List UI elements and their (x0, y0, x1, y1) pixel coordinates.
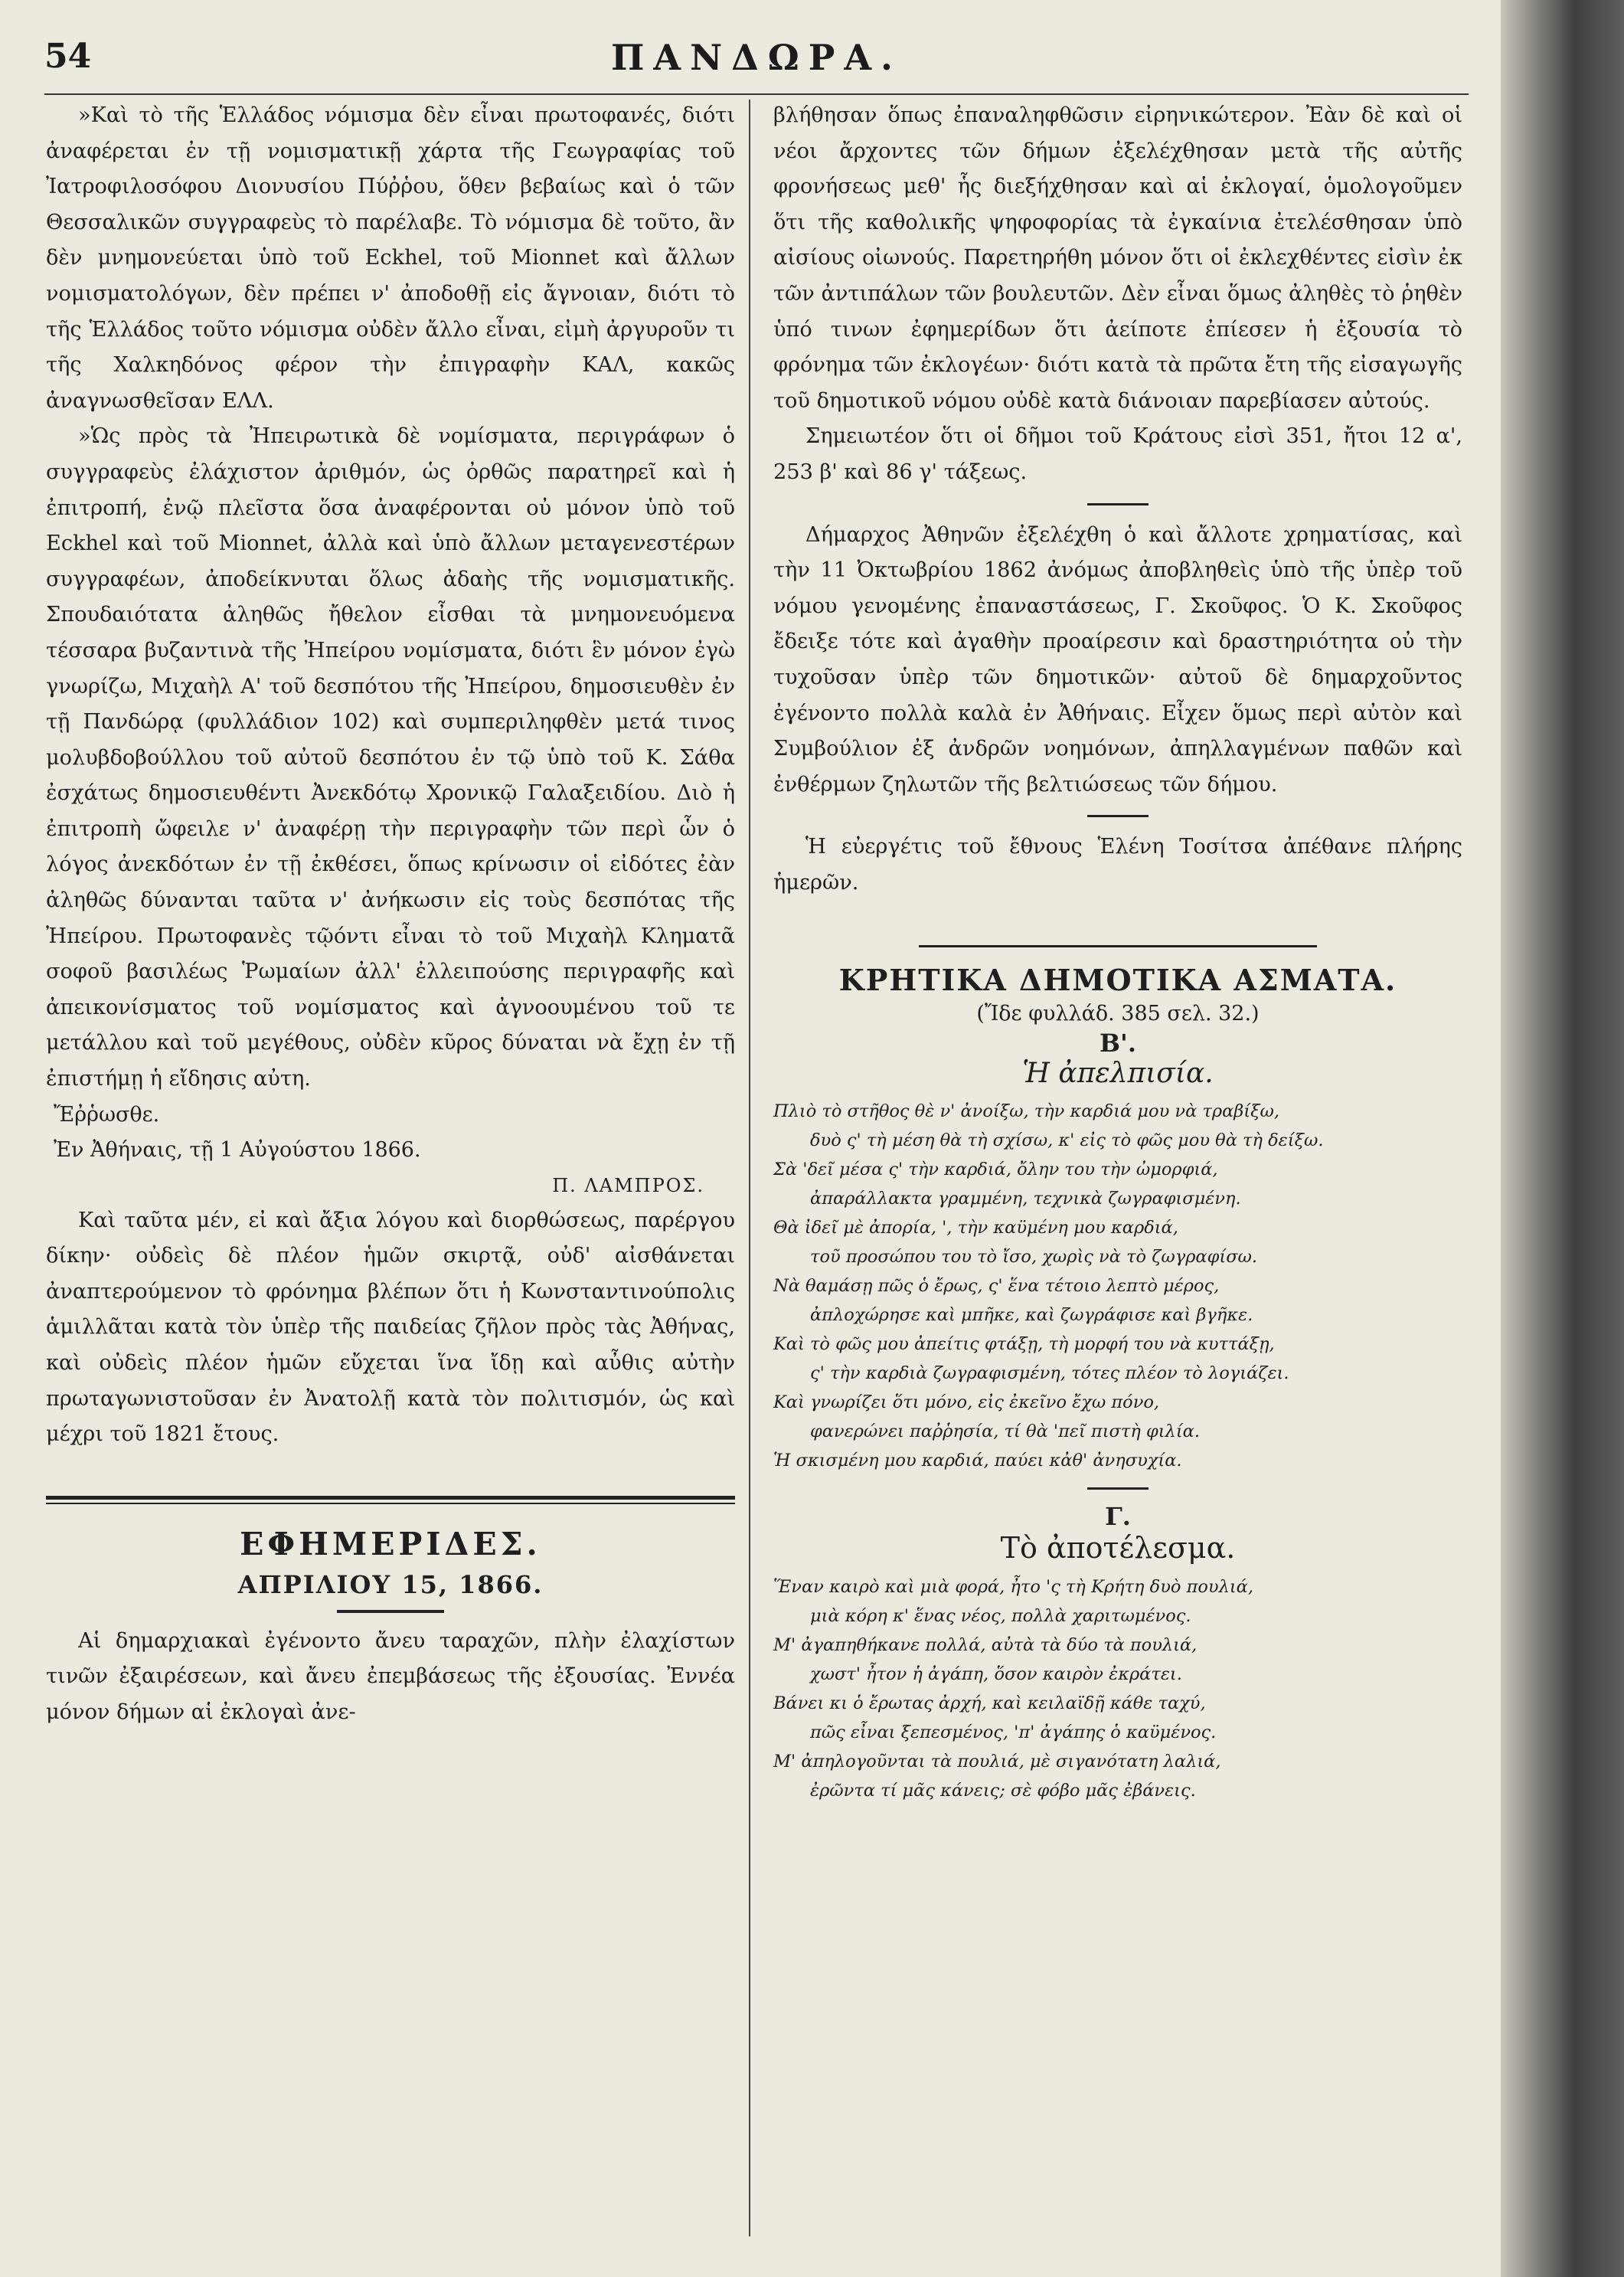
right-paragraph-2: Σημειωτέον ὅτι οἱ δῆμοι τοῦ Κράτους εἰσὶ 351, ἤτοι 12 α', 253 β' καὶ 86 γ' τάξεως. (773, 424, 1462, 484)
verse-line: πῶς εἶναι ξεπεσμένος, 'π' ἀγάπης ὁ καϋμένος. (810, 1722, 1217, 1743)
verse-line: Καὶ γνωρίζει ὅτι μόνο, εἰς ἐκεῖνο ἔχω πόνο, (773, 1392, 1160, 1413)
reference-note: (Ἴδε φυλλάδ. 385 σελ. 32.) (976, 1002, 1260, 1026)
song-g-verses (773, 1572, 1462, 1805)
verse-line: ἀπαράλλακτα γραμμένη, τεχνικὰ ζωγραφισμένη. (810, 1189, 1241, 1209)
verse-line: Ἕναν καιρὸ καὶ μιὰ φορά, ἦτο 'ς τὴ Κρήτη δυὸ πουλιά, (773, 1577, 1254, 1598)
verse-line: δυὸ ς' τὴ μέση θὰ τὴ σχίσω, κ' εἰς τὸ φῶς μου θὰ τὴ δείξω. (810, 1130, 1324, 1151)
verse-line: χωστ' ἦτον ἡ ἀγάπη, ὅσον καιρὸν ἐκράτει. (810, 1664, 1182, 1685)
verse-line: ἐρῶντα τί μᾶς κάνεις; σὲ φόβο μᾶς ἐβάνεις. (810, 1781, 1196, 1801)
column-divider (749, 100, 750, 2236)
verse-line: Μ' ἀπηλογοῦνται τὰ πουλιά, μὲ σιγανότατη λαλιά, (773, 1752, 1221, 1772)
page-header (44, 37, 1469, 90)
verse-line: Πλιὸ τὸ στῆθος θὲ ν' ἀνοίξω, τὴν καρδιά μου νὰ τραβίξω, (773, 1101, 1280, 1122)
separator-rule-1 (1087, 503, 1149, 505)
section-title-ephemerides: ΕΦΗΜΕΡΙΔΕΣ. (240, 1525, 541, 1562)
song-b-numeral: Β'. (1100, 1029, 1136, 1058)
book-spine-edge (1501, 0, 1624, 2277)
right-paragraph-4: Ἡ εὐεργέτις τοῦ ἔθνους Ἑλένη Τοσίτσα ἀπέθανε πλήρης ἡμερῶν. (773, 835, 1462, 895)
dateline: ΑΠΡΙΛΙΟΥ 15, 1866. (237, 1569, 544, 1599)
header-rule (44, 93, 1469, 95)
section-rule-right (919, 945, 1317, 947)
dateline-rule (337, 1610, 444, 1613)
song-g-title: Τὸ ἀποτέλεσμα. (1000, 1531, 1236, 1565)
right-column (773, 98, 1462, 1805)
date-place: Ἐν Ἀθήναις, τῇ 1 Αὐγούστου 1866. (54, 1137, 421, 1162)
page-number: 54 (44, 37, 92, 76)
song-b-title: Ἡ ἀπελπισία. (1022, 1058, 1214, 1090)
verse-line: Θὰ ἰδεῖ μὲ ἀπορία, ', τὴν καϋμένη μου καρδιά, (773, 1218, 1178, 1238)
right-paragraph-1: βλήθησαν ὅπως ἐπαναληφθῶσιν εἰρηνικώτερον. Ἐὰν δὲ καὶ οἱ νέοι ἄρχοντες τῶν δήμων ἐξελέχθησαν μετὰ τῆς αὐτῆς φρονήσεως μεθ' ἧς διεξήχθησαν καὶ αἱ ἐκλογαί, ὁμολογοῦμεν ὅτι τῆς καθολικῆς ψηφοφορίας τὰ ἐγκαίνια ἐτελέσθησαν ὑπὸ αἰσίους οἰωνούς. Παρετηρήθη μόνον ὅτι οἱ ἐκλεχθέντες εἰσὶν ἐκ τῶν ἀντιπάλων τῶν βουλευτῶν. Δὲν εἶναι ὅμως ἀληθὲς τὸ ῥηθὲν ὑπό τινων ἐφημερίδων ὅτι ἀείποτε ἐπίεσεν ἡ ἐξουσία τὸ φρόνημα τῶν ἐκλογέων· διότι κατὰ τὰ πρῶτα ἔτη τῆς εἰσαγωγῆς τοῦ δημοτικοῦ νόμου οὐδὲ κατὰ διάνοιαν παρεβίασεν αὐτούς. (773, 103, 1462, 413)
verse-line: Ἡ σκισμένη μου καρδιά, παύει κἀθ' ἀνησυχία. (773, 1451, 1182, 1471)
verse-line: μιὰ κόρη κ' ἕνας νέος, πολλὰ χαριτωμένος. (810, 1606, 1191, 1627)
farewell: Ἔῤῥωσθε. (54, 1102, 160, 1127)
section-title-cretan-songs: ΚΡΗΤΙΚΑ ΔΗΜΟΤΙΚΑ ΑΣΜΑΤΑ. (838, 963, 1397, 998)
left-paragraph-4: Αἱ δημαρχιακαὶ ἐγένοντο ἄνευ ταραχῶν, πλὴν ἐλαχίστων τινῶν ἐξαιρέσεων, καὶ ἄνευ ἐπεμβάσεως τῆς ἐξουσίας. Ἐννέα μόνον δήμων αἱ ἐκλογαὶ ἀνε- (46, 1628, 735, 1724)
verse-line: Βάνει κι ὁ ἔρωτας ἀρχή, καὶ κειλαϊδῇ κάθε ταχύ, (773, 1693, 1206, 1714)
left-paragraph-3: Καὶ ταῦτα μέν, εἰ καὶ ἄξια λόγου καὶ διορθώσεως, παρέργου δίκην· οὐδεὶς δὲ πλέον ἡμῶν σκιρτᾷ, οὐδ' αἰσθάνεται ἀναπτερούμενον τὸ φρόνημα βλέπων ὅτι ἡ Κωνσταντινούπολις ἁμιλλᾶται κατὰ τὸν ὑπὲρ τῆς παιδείας ζῆλον πρὸς τὰς Ἀθήνας, καὶ οὐδεὶς πλέον ἡμῶν εὔχεται ἵνα ἴδῃ καὶ αὖθις αὐτὴν πρωταγωνιστοῦσαν ἐν Ἀνατολῇ κατὰ τὸν πολιτισμόν, ὡς καὶ μέχρι τοῦ 1821 ἔτους. (46, 1208, 735, 1447)
separator-rule-3 (1087, 1487, 1149, 1490)
verse-line: Μ' ἀγαπηθήκανε πολλά, αὐτὰ τὰ δύο τὰ πουλιά, (773, 1635, 1198, 1656)
section-rule (46, 1496, 735, 1504)
journal-title: ΠΑΝΔΩΡΑ. (610, 37, 903, 78)
verse-line: τοῦ προσώπου του τὸ ἴσο, χωρὶς νὰ τὸ ζωγραφίσω. (810, 1247, 1258, 1268)
left-paragraph-1: »Καὶ τὸ τῆς Ἑλλάδος νόμισμα δὲν εἶναι πρωτοφανές, διότι ἀναφέρεται ἐν τῇ νομισματικῇ χάρτα τῆς Γεωγραφίας τοῦ Ἰατροφιλοσόφου Διονυσίου Πύῤῥου, ὅθεν βεβαίως καὶ ὁ τῶν Θεσσαλικῶν συγγραφεὺς τὸ παρέλαβε. Τὸ νόμισμα δὲ τοῦτο, ἂν δὲν μνημονεύεται ὑπὸ τοῦ Eckhel, τοῦ Mionnet καὶ ἄλλων νομισματολόγων, δὲν πρέπει ν' ἀποδοθῇ εἰς ἄγνοιαν, διότι τὸ τῆς Ἑλλάδος τοῦτο νόμισμα οὐδὲν ἄλλο εἶναι, εἰμὴ ἀργυροῦν τι τῆς Χαλκηδόνος φέρον τὴν ἐπιγραφὴν ΚΑΛ, κακῶς ἀναγνωσθεῖσαν ΕΛΛ. (46, 103, 735, 413)
right-paragraph-3: Δήμαρχος Ἀθηνῶν ἐξελέχθη ὁ καὶ ἄλλοτε χρηματίσας, καὶ τὴν 11 Ὀκτωβρίου 1862 ἀνόμως ἀποβληθεὶς ὑπὸ τῆς ὑπὲρ τοῦ νόμου γενομένης ἐπαναστάσεως, Γ. Σκοῦφος. Ὁ Κ. Σκοῦφος ἔδειξε τότε καὶ ἀγαθὴν προαίρεσιν καὶ δραστηριότητα οὐ τὴν τυχοῦσαν ὑπὲρ τῶν δημοτικῶν· αὐτοῦ δὲ δημαρχοῦντος ἐγένοντο πολλὰ καλὰ ἐν Ἀθήναις. Εἶχεν ὅμως περὶ αὐτὸν καὶ Συμβούλιον ἐξ ἀνδρῶν νοημόνων, ἀπηλλαγμένων παθῶν καὶ ἐνθέρμων ζηλωτῶν τῆς βελτιώσεως τῶν δήμου. (773, 522, 1462, 797)
song-b-verses (773, 1097, 1462, 1475)
separator-rule-2 (1087, 815, 1149, 817)
verse-line: Σὰ 'δεῖ μέσα ς' τὴν καρδιά, ὄλην του τὴν ὠμορφιά, (773, 1160, 1218, 1180)
verse-line: Νὰ θαμάσῃ πῶς ὁ ἔρως, ς' ἕνα τέτοιο λεπτὸ μέρος, (773, 1276, 1220, 1297)
verse-line: φανερώνει παῤῥησία, τί θὰ 'πεῖ πιστὴ φιλία. (810, 1421, 1200, 1442)
song-g-numeral: Γ. (1105, 1502, 1131, 1532)
verse-line: Καὶ τὸ φῶς μου ἀπείτις φτάξῃ, τὴ μορφή του νὰ κυττάξῃ, (773, 1334, 1275, 1355)
verse-line: ἀπλοχώρησε καὶ μπῆκε, καὶ ζωγράφισε καὶ βγῆκε. (810, 1305, 1253, 1326)
author-signature: Π. ΛΑΜΠΡΟΣ. (552, 1174, 704, 1196)
verse-line: ς' τὴν καρδιὰ ζωγραφισμένη, τότες πλέον τὸ λογιάζει. (810, 1363, 1289, 1384)
left-column (46, 98, 735, 1731)
left-paragraph-2: »Ὡς πρὸς τὰ Ἠπειρωτικὰ δὲ νομίσματα, περιγράφων ὁ συγγραφεὺς ἐλάχιστον ἀριθμόν, ὡς ὀρθῶς παρατηρεῖ καὶ ἡ ἐπιτροπή, ἐνῷ πλεῖστα ὅσα ἀναφέρονται οὐ μόνον ὑπὸ τοῦ Eckhel καὶ τοῦ Mionnet, ἀλλὰ καὶ ὑπὸ ἄλλων μεταγενεστέρων συγγραφέων, ἀποδείκνυται ὅλως ἀδαὴς τῆς νομισματικῆς. Σπουδαιότατα ἀληθῶς ἤθελον εἶσθαι τὰ μνημονευόμενα τέσσαρα βυζαντινὰ τῆς Ἠπείρου νομίσματα, διότι ἓν μόνον ἐγὼ γνωρίζω, Μιχαὴλ Α' τοῦ δεσπότου τῆς Ἠπείρου, δημοσιευθὲν ἐν τῇ Πανδώρᾳ (φυλλάδιον 102) καὶ συμπεριληφθὲν μετά τινος μολυβδοβούλλου τοῦ αὐτοῦ δεσπότου ἐν τῷ ὑπὸ τοῦ Κ. Σάθα ἐσχάτως δημοσιευθέντι Ἀνεκδότῳ Χρονικῷ Γαλαξειδίου. Διὸ ἡ ἐπιτροπὴ ὤφειλε ν' ἀναφέρῃ τὴν περιγραφὴν τῶν περὶ ὧν ὁ λόγος ἀνεκδότων ἐν τῇ ἐκθέσει, ὅπως κρίνωσιν οἱ εἰδότες ἐὰν ἀληθῶς δύνανται ταῦτα ν' ἀνήκωσιν εἰς τοὺς δεσπότας τῆς Ἠπείρου. Πρωτοφανὲς τῷόντι εἶναι τὸ τοῦ Μιχαὴλ Κληματᾶ σοφοῦ βασιλέως Ῥωμαίων ἀλλ' ἐλλειπούσης περιγραφῆς καὶ ἀπεικονίσματος τοῦ νομίσματος καὶ ἀγνοουμένου τοῦ τε μετάλλου καὶ τοῦ μεγέθους, οὐδὲν κῦρος δύναται νὰ ἔχῃ ἐν τῇ ἐπιστήμῃ ἡ εἴδησις αὐτη. (46, 424, 735, 1091)
